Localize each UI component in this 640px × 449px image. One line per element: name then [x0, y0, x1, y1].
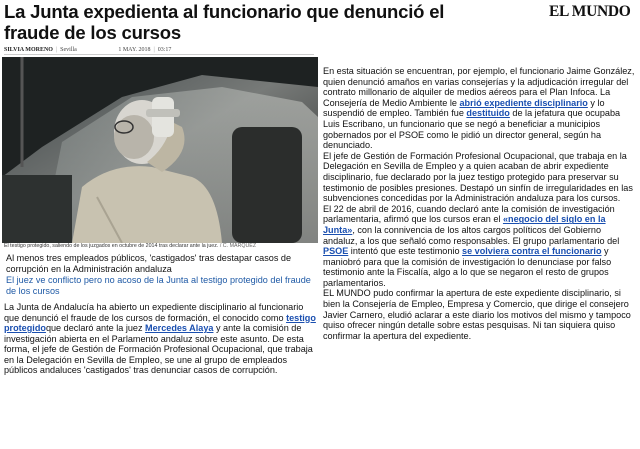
publish-time: 03:17 — [157, 47, 172, 53]
paragraph — [4, 302, 316, 376]
photo-caption — [4, 243, 318, 249]
text-run: y ante la comisión de investigación abierta en el Parlamento andaluz sobre este asunto. De esta forma, el jefe de Gestión de Formación Profesional Ocupacional, que trabaja en la Delegación en Sevilla de Empleo, se une al grupo de empleados públicos andaluces 'castigados' tras denunciar casos de corrupción. — [4, 323, 313, 376]
text-run: La Junta de Andalucía ha abierto un expediente disciplinario al funcionario que denunció el fraude de los cursos de formación, el conocido como — [4, 302, 304, 323]
caption-text: El testigo protegido, saliendo de los juzgados en octubre de 2014 tras declarar ante la juez. — [4, 243, 219, 249]
byline — [4, 47, 314, 55]
text-run: El 22 de abril de 2016, cuando declaró ante la comisión de investigación parlamentaria, afirmó que los cursos eran el — [323, 203, 615, 225]
text-run: que declaró ante la juez — [45, 323, 146, 334]
paragraph — [323, 204, 635, 289]
paragraph — [323, 66, 635, 151]
summary-related-2[interactable]: El juez ve conflicto pero no acoso de la Junta al testigo protegido del fraude de los cursos — [6, 275, 311, 296]
location: Sevilla — [60, 47, 77, 53]
body-right-column — [323, 66, 635, 341]
link-expediente-disciplinario[interactable]: abrió expediente disciplinario — [459, 97, 588, 108]
photo-illustration — [2, 57, 318, 243]
link-testigo-protegido[interactable]: testigo protegido — [4, 312, 316, 334]
link-destituido[interactable]: destituido — [466, 108, 510, 119]
publish-date: 1 MAY. 2018 — [118, 47, 151, 53]
text-run: , con la connivencia de los altos cargos políticos del Gobierno andaluz, a los que señaló como responsables. El grupo parlamentario del — [323, 224, 620, 246]
paragraph: El jefe de Gestión de Formación Profesional Ocupacional, que trabaja en la Delegación en Sevilla de Empleo y a quien acaban de abrir expediente disciplinario, fue declarado por la juez testigo protegido para preservar su testimonio de posibles presiones. Destapó un sinfín de irregularidades en las subvenciones concedidas por la Administración andaluza para los cursos. — [323, 150, 633, 204]
link-negocio-del-siglo[interactable]: «negocio del siglo en la Junta» — [323, 214, 606, 235]
author-name[interactable]: SILVIA MORENO — [4, 47, 53, 53]
photo-credit: / C. MÁRQUEZ — [219, 243, 257, 249]
separator: | — [55, 47, 58, 53]
text-run: y maniobró para que la comisión de investigación lo denunciase por falso testimonio ante la Fiscalía, algo a lo que se negaron el resto de grupos parlamentarios. — [323, 246, 612, 288]
article-photo — [2, 57, 318, 243]
summary-related-1[interactable]: Al menos tres empleados públicos, 'castigados' tras destapar casos de corrupción en la Administración andaluza — [6, 253, 292, 274]
separator: | — [153, 47, 155, 53]
text-run: intentó que este testimonio — [348, 246, 463, 257]
text-run: y lo suspendió de empleo. También fue — [323, 97, 605, 119]
article-headline: La Junta expedienta al funcionario que denunció el fraude de los cursos — [4, 1, 445, 43]
link-psoe[interactable]: PSOE — [323, 246, 349, 257]
text-run: de la jefatura que ocupaba Luis Escribano, un funcionario que se negó a beneficiar a municipios gobernados por el PSOE como le pidió un director general, según ha denunciado. — [323, 108, 621, 151]
paragraph: EL MUNDO pudo confirmar la apertura de este expediente disciplinario, si bien la Consejería de Empleo, Empresa y Comercio, que dirige el consejero Javier Carnero, eludió aclarar a este diario los motivos del mismo y tampoco quiso ofrecer ningún detalle sobre estas pesquisas. Ni tan siquiera quiso confirmar la apertura del expediente. — [323, 288, 631, 341]
body-left-column — [4, 302, 316, 376]
el-mundo-logo[interactable]: EL MUNDO — [549, 3, 631, 20]
link-mercedes-alaya[interactable]: Mercedes Alaya — [145, 323, 214, 334]
text-run: En esta situación se encuentran, por ejemplo, el funcionario Jaime González, quien denunció amaños en varias consejerías y la adjudicación irregular del contrato millonario de alquiler de medios aéreos para el Plan Infoca. La Consejería de Medio Ambiente le — [323, 66, 635, 108]
link-contra-funcionario[interactable]: se volviera contra el funcionario — [462, 246, 602, 257]
